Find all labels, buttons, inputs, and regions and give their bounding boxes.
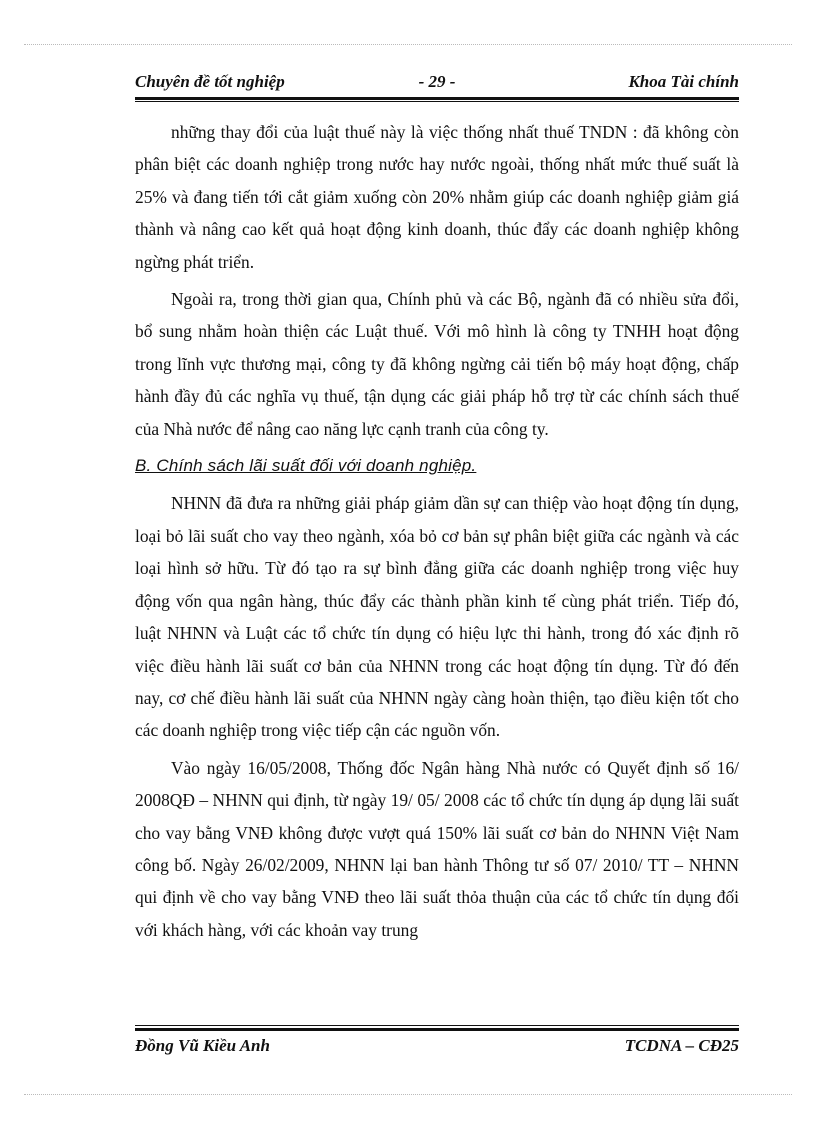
header-rule-thick [135,97,739,100]
page-header [135,72,739,98]
page-number: - 29 - [418,72,456,91]
footer-class-code: TCDNA – CĐ25 [624,1036,739,1055]
section-heading-interest-policy: B. Chính sách lãi suất đối với doanh nghiệp. [135,456,477,476]
header-rule-thin [135,101,739,102]
footer-rule-thin [135,1025,739,1026]
header-course-title: Chuyên đề tốt nghiệp [135,72,285,91]
document-body [135,116,739,946]
page-footer [135,1036,739,1060]
header-department: Khoa Tài chính [628,72,739,91]
paragraph-decision-2008: Vào ngày 16/05/2008, Thống đốc Ngân hàng Nhà nước có Quyết định số 16/ 2008QĐ – NHNN qui định, từ ngày 19/ 05/ 2008 các tổ chức tín dụng áp dụng lãi suất cho vay bằng VNĐ không được vượt quá 150% lãi suất cơ bản do NHNN Việt Nam công bố. Ngày 26/02/2009, NHNN lại ban hành Thông tư số 07/ 2010/ TT – NHNN qui định về cho vay bằng VNĐ theo lãi suất thỏa thuận của các tổ chức tín dụng đối với khách hàng, với các khoản vay trung [135,757,739,940]
footer-author: Đồng Vũ Kiều Anh [135,1036,270,1055]
page-border-bottom [24,1094,792,1095]
paragraph-nhnn-solutions: NHNN đã đưa ra những giải pháp giảm dần sự can thiệp vào hoạt động tín dụng, loại bỏ lãi suất cho vay theo ngành, xóa bỏ cơ bản sự phân biệt giữa các ngành và các loại hình sở hữu. Từ đó tạo ra sự bình đẳng giữa các doanh nghiệp trong việc huy động vốn qua ngân hàng, thúc đẩy các thành phần kinh tế cùng phát triển. Tiếp đó, luật NHNN và Luật các tổ chức tín dụng có hiệu lực thi hành, trong đó xác định rõ việc điều hành lãi suất cơ bản của NHNN trong các hoạt động tín dụng. Từ đó đến nay, cơ chế điều hành lãi suất của NHNN ngày càng hoàn thiện, tạo điều kiện tốt cho các doanh nghiệp trong việc tiếp cận các nguồn vốn. [135,493,739,741]
footer-rule-thick [135,1028,739,1031]
paragraph-government-reform: Ngoài ra, trong thời gian qua, Chính phủ và các Bộ, ngành đã có nhiều sửa đổi, bổ sung nhằm hoàn thiện các Luật thuế. Với mô hình là công ty TNHH hoạt động trong lĩnh vực thương mại, công ty đã không ngừng cải tiến bộ máy hoạt động, chấp hành đầy đủ các nghĩa vụ thuế, tận dụng các giải pháp hỗ trợ từ các chính sách thuế của Nhà nước để nâng cao năng lực cạnh tranh của công ty. [135,289,739,439]
page-border-top [24,44,792,45]
paragraph-tax-law: những thay đổi của luật thuế này là việc thống nhất thuế TNDN : đã không còn phân biệt các doanh nghiệp trong nước hay nước ngoài, thống nhất mức thuế suất là 25% và đang tiến tới cắt giảm xuống còn 20% nhằm giúp các doanh nghiệp giảm giá thành và nâng cao kết quả hoạt động kinh doanh, thúc đẩy các doanh nghiệp không ngừng phát triển. [135,122,739,272]
